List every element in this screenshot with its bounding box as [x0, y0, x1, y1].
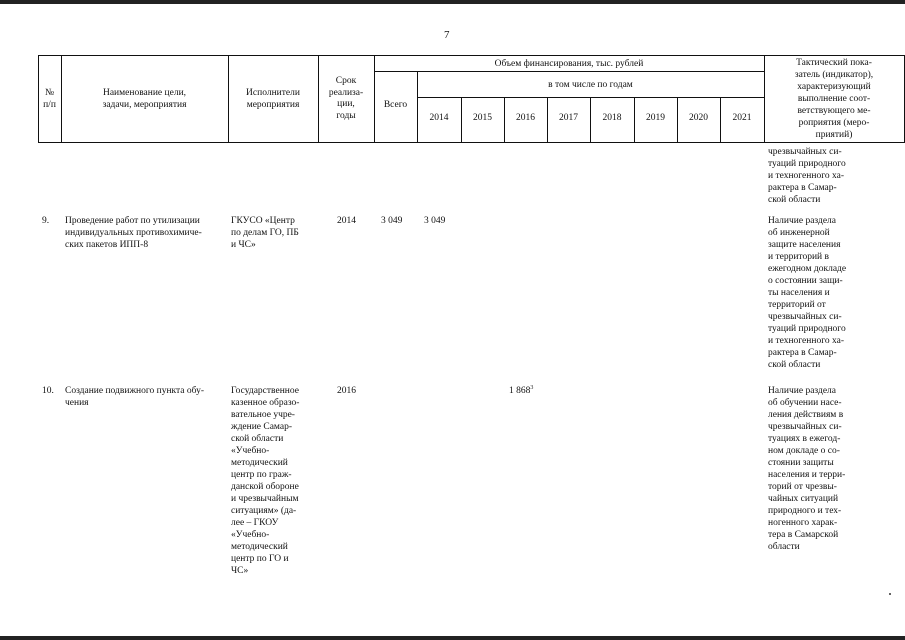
row-9-name-line: индивидуальных противохимиче- — [65, 228, 202, 238]
row-10-name-line: Создание подвижного пункта обу- — [65, 386, 205, 396]
row-9-executor-line: по делам ГО, ПБ — [231, 228, 299, 238]
row-10-executor-line: ской области — [231, 434, 284, 444]
header-name: Наименование цели, задачи, мероприятия — [102, 88, 187, 110]
table-row-10-name — [65, 385, 225, 409]
continuation-indicator: чрезвычайных си- туаций природного и техногенного ха- рактера в Самар- ской области — [768, 147, 846, 205]
row-10-executor-line: ЧС» — [231, 566, 249, 576]
row-10-executor-line: методический — [231, 542, 288, 552]
row-10-executor-line: казенное образо- — [231, 398, 300, 408]
top-border — [0, 0, 905, 4]
header-year-2019: 2019 — [646, 113, 665, 123]
row-10-executor-line: центр по ГО и — [231, 554, 289, 564]
row-10-executor-line: центр по граж- — [231, 470, 292, 480]
header-year-2014: 2014 — [429, 113, 449, 123]
table-row-9-indicator: Наличие раздела об инженерной защите населения и территорий в ежегодном докладе о состоянии защи- ты населения и территорий от чрезвычайных си- туаций природного и техногенного ха- рактера в Самар- ской области — [768, 216, 847, 370]
header-year-2021: 2021 — [732, 113, 752, 123]
table-row-9-term: 2014 — [337, 216, 356, 226]
row-9-executor-line: и ЧС» — [231, 240, 256, 250]
table-row-10-executor — [231, 385, 315, 577]
row-10-executor-line: и чрезвычайным — [231, 494, 299, 504]
table-row-10-num: 10. — [42, 386, 54, 396]
row-10-executor-line: «Учебно- — [231, 530, 270, 540]
header-year-2015: 2015 — [473, 113, 492, 123]
table-row-10-indicator: Наличие раздела об обучении насе- ления действиям в чрезвычайных си- туациях в ежегод- ном докладе о со- стоянии защиты населения и терри- торий от чрезвы- чайных ситуаций природного и тех- ногенного харак- тера в Самарской области — [768, 386, 846, 552]
header-total: Всего — [383, 100, 408, 110]
row-10-name-line: чения — [65, 398, 89, 408]
row-10-executor-line: методический — [231, 458, 288, 468]
table-row-9-total: 3 049 — [381, 216, 403, 226]
table-row-9-executor — [231, 215, 315, 251]
row-10-2016-value: 1 868 — [509, 386, 531, 396]
table-row-9-2014: 3 049 — [424, 216, 446, 226]
row-9-executor-line: ГКУСО «Центр — [231, 216, 295, 226]
row-10-executor-line: Государственное — [231, 386, 299, 396]
table-row-10-term: 2016 — [337, 386, 356, 396]
row-10-executor-line: лее – ГКОУ — [231, 518, 279, 528]
header-indicator: Тактический пока- затель (индикатор), характеризующий выполнение соот- ветствующего ме- роприятия (меро- приятий) — [794, 58, 874, 140]
scan-speck — [889, 593, 891, 595]
header-by-years: в том числе по годам — [548, 80, 633, 90]
row-10-executor-line: вательное учре- — [231, 410, 295, 420]
bottom-border — [0, 636, 905, 640]
header-num: № п/п — [43, 88, 56, 110]
footnote-marker: 3 — [530, 384, 534, 391]
header-funding: Объем финансирования, тыс. рублей — [494, 59, 644, 69]
row-10-executor-line: данской обороне — [231, 482, 299, 492]
header-executors: Исполнители мероприятия — [246, 88, 300, 110]
header-term: Срок реализа- ции, годы — [328, 76, 364, 121]
header-year-2016: 2016 — [516, 113, 535, 123]
table-row-10-2016 — [509, 385, 533, 397]
header-year-2017: 2017 — [559, 113, 578, 123]
row-10-executor-line: «Учебно- — [231, 446, 270, 456]
row-10-executor-line: ситуациям» (да- — [231, 506, 297, 516]
row-10-executor-line: ждение Самар- — [231, 422, 293, 432]
header-year-2018: 2018 — [602, 113, 622, 123]
page-number: 7 — [444, 29, 450, 41]
header-year-2020: 2020 — [689, 113, 708, 123]
table-row-9-num: 9. — [42, 216, 50, 226]
table-row-9-name — [65, 215, 225, 251]
row-9-name-line: ских пакетов ИПП-8 — [65, 240, 149, 250]
row-9-name-line: Проведение работ по утилизации — [65, 216, 200, 226]
